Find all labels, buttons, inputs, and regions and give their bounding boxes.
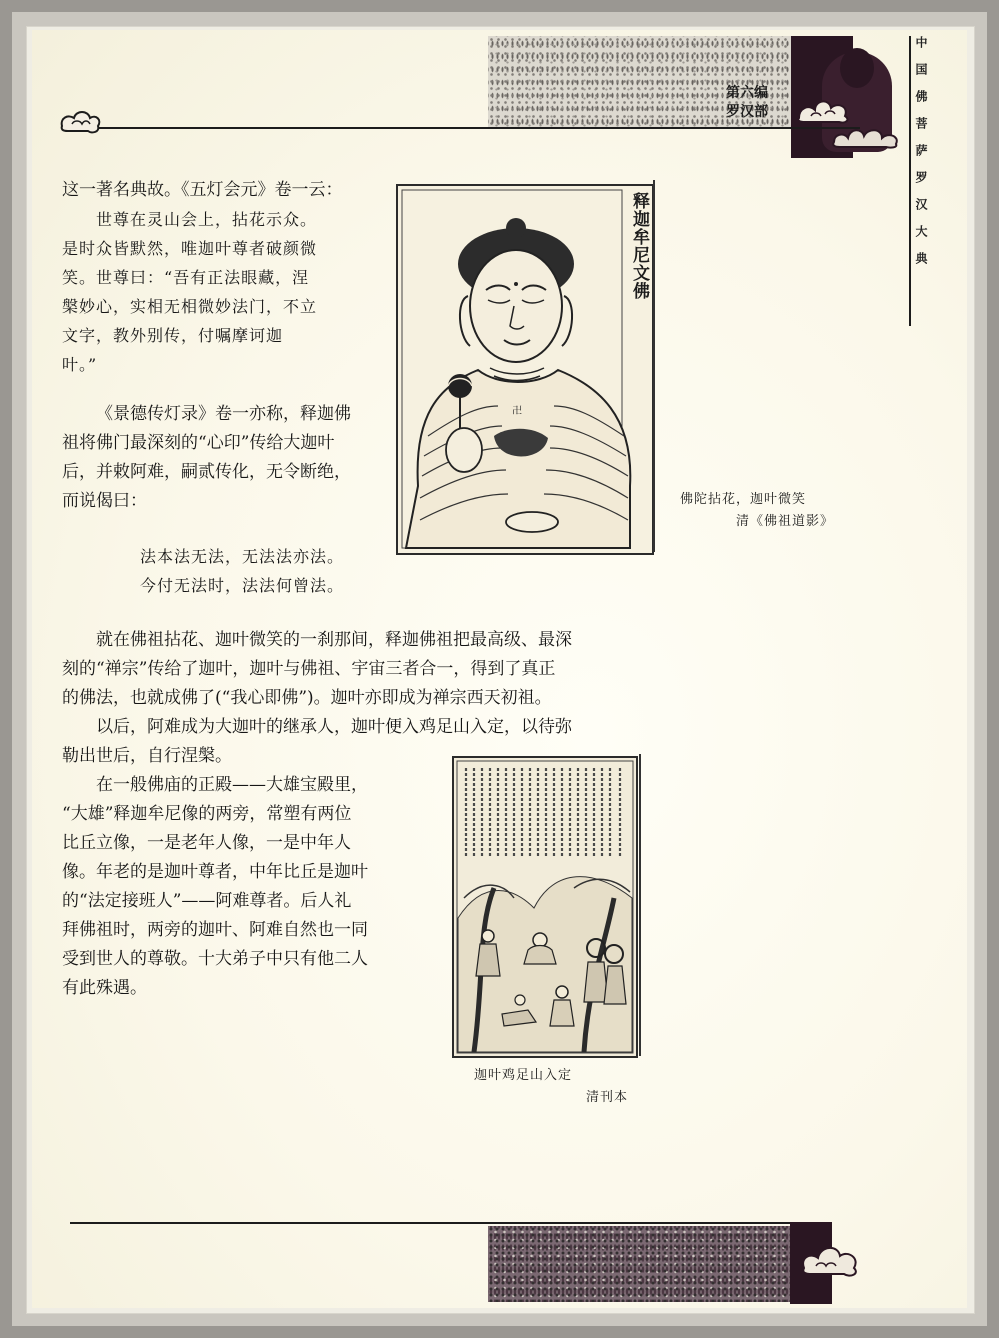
figure-2-edge-line — [639, 754, 641, 1056]
side-rule — [909, 36, 911, 326]
verse-block — [140, 542, 390, 600]
footer-texture — [488, 1226, 790, 1302]
text-line: “大雄”释迦牟尼像的两旁，常塑有两位 — [62, 804, 352, 824]
svg-text:卍: 卍 — [512, 406, 522, 417]
section-label — [704, 84, 790, 122]
figure-2-source: 清刊本 — [586, 1090, 629, 1105]
quote-line: 叶。” — [62, 355, 98, 374]
quote-line: 笑。世尊曰：“吾有正法眼藏，涅 — [62, 268, 310, 287]
kasyapa-illustration — [454, 758, 636, 1056]
figure-buddha-woodcut — [396, 184, 654, 555]
footer-cloud-ornament — [798, 1236, 862, 1280]
text-line: 而说偈曰： — [62, 491, 147, 511]
text-line: 刻的“禅宗”传给了迦叶，迦叶与佛祖、宇宙三者合一，得到了真正 — [62, 659, 556, 679]
verse-line: 法本法无法，无法法亦法。 — [140, 547, 345, 566]
text-line: 以后，阿难成为大迦叶的继承人，迦叶便入鸡足山入定，以待弥 — [96, 717, 572, 737]
header-cloud-ornament-lower — [830, 120, 902, 150]
figure-1-source: 清《佛祖道影》 — [736, 514, 835, 529]
text-line: 勒出世后，自行涅槃。 — [62, 746, 232, 766]
text-line: 就在佛祖拈花、迦叶微笑的一刹那间，释迦佛祖把最高级、最深 — [96, 630, 572, 650]
footer-rule — [70, 1222, 830, 1224]
figure-kasyapa-woodcut — [452, 756, 638, 1058]
figure-1-edge-line — [653, 180, 655, 552]
intro-line: 这一著名典故。《五灯会元》卷一云： — [62, 180, 343, 200]
text-line: 的“法定接班人”——阿难尊者。后人礼 — [62, 891, 352, 911]
text-line: 有此殊遇。 — [62, 978, 147, 998]
quote-line: 世尊在灵山会上，拈花示众。 — [96, 210, 318, 229]
text-line: 比丘立像，一是老年人像，一是中年人 — [62, 833, 351, 853]
figure-inscription: 释迦牟尼文佛 — [629, 192, 649, 300]
verse-line: 今付无法时，法法何曾法。 — [140, 576, 345, 595]
text-line: 祖将佛门最深刻的“心印”传给大迦叶 — [62, 433, 335, 453]
section-number: 第六编 — [726, 85, 768, 101]
text-line: 的佛法，也就成佛了(“我心即佛”)。迦叶亦即成为禅宗西天初祖。 — [62, 688, 552, 708]
intro-block — [62, 176, 392, 379]
header-rule — [70, 127, 860, 129]
paragraph-3 — [62, 626, 662, 771]
text-line: 在一般佛庙的正殿——大雄宝殿里， — [96, 775, 368, 795]
paragraph-5 — [62, 771, 434, 1003]
header-cloud-ornament-left — [58, 106, 102, 136]
book-side-title: 中国佛菩萨罗汉大典 — [914, 36, 928, 279]
buddha-illustration — [398, 186, 652, 553]
figure-1-caption: 佛陀拈花，迦叶微笑 — [680, 492, 807, 507]
quote-line: 槃妙心，实相无相微妙法门，不立 — [62, 297, 318, 316]
section-name: 罗汉部 — [726, 104, 768, 120]
figure-2-caption: 迦叶鸡足山入定 — [474, 1068, 573, 1083]
text-line: 拜佛祖时，两旁的迦叶、阿难自然也一同 — [62, 920, 368, 940]
header-figure-head — [840, 48, 874, 88]
text-line: 《景德传灯录》卷一亦称，释迦佛 — [96, 404, 351, 424]
text-line: 后，并敕阿难，嗣贰传化，无令断绝， — [62, 462, 351, 482]
text-line: 受到世人的尊敬。十大弟子中只有他二人 — [62, 949, 368, 969]
quote-line: 是时众皆默然，唯迦叶尊者破颜微 — [62, 239, 318, 258]
quote-line: 文字，教外别传，付嘱摩诃迦 — [62, 326, 284, 345]
text-line: 像。年老的是迦叶尊者，中年比丘是迦叶 — [62, 862, 368, 882]
paragraph-2 — [62, 400, 392, 516]
